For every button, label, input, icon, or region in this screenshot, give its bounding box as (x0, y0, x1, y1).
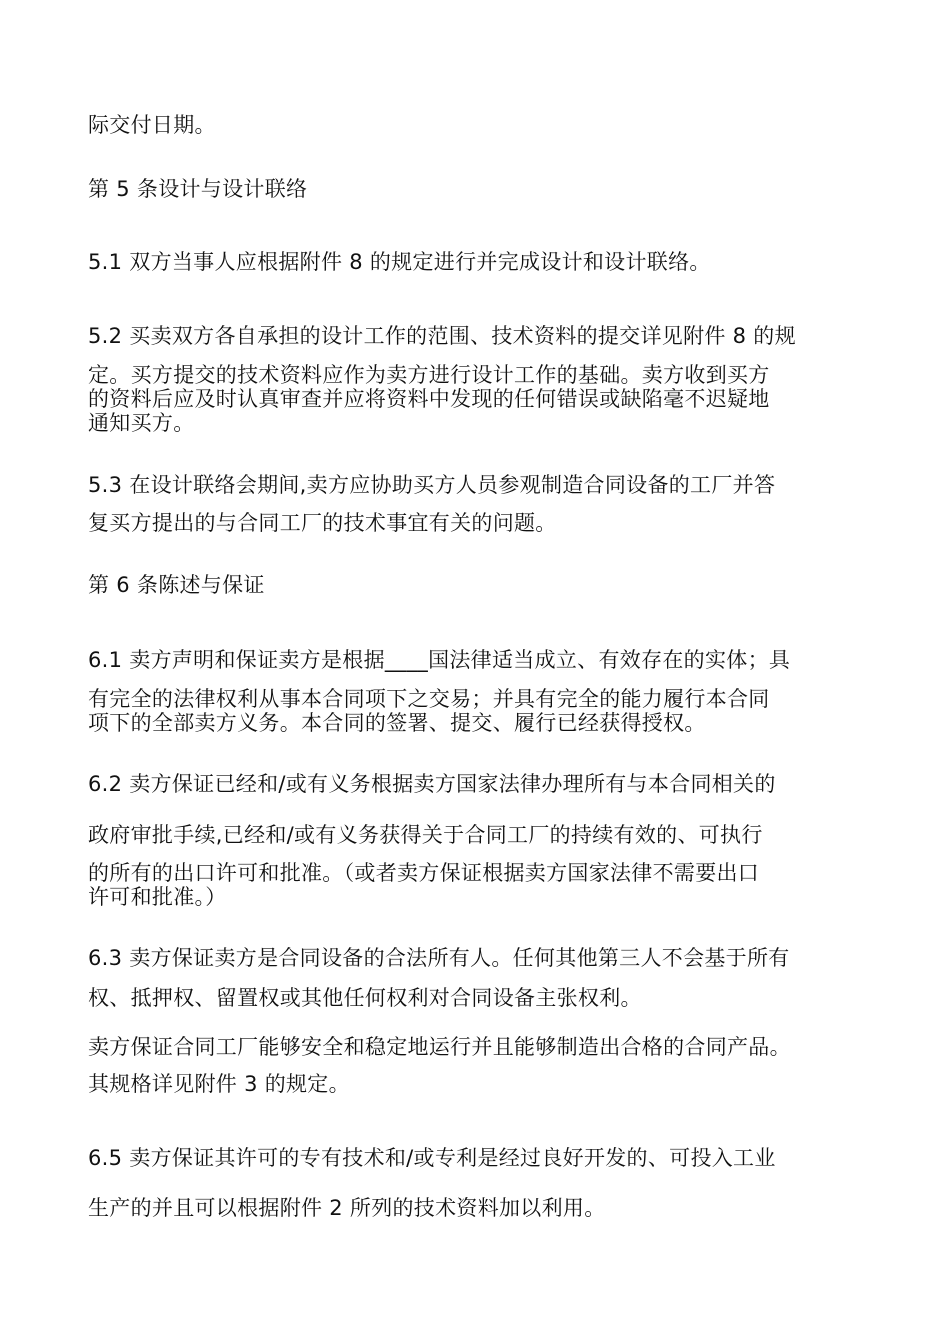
paragraph-line-2: 其规格详见附件 3 的规定。 (88, 1072, 350, 1096)
clause-5-2-line-2: 定。买方提交的技术资料应作为卖方进行设计工作的基础。卖方收到买方 (88, 363, 770, 387)
clause-6-2-line-1: 6.2 卖方保证已经和/或有义务根据卖方国家法律办理所有与本合同相关的 (88, 772, 776, 796)
section-heading: 第 5 条设计与设计联络 (88, 177, 308, 201)
clause-6-1-line-1: 6.1 卖方声明和保证卖方是根据____国法律适当成立、有效存在的实体；具 (88, 648, 791, 672)
clause-6-2-line-4: 许可和批准。） (88, 885, 227, 909)
clause-5-3-line-2: 复买方提出的与合同工厂的技术事宜有关的问题。 (88, 511, 557, 535)
clause-5-2-line-1: 5.2 买卖双方各自承担的设计工作的范围、技术资料的提交详见附件 8 的规 (88, 324, 796, 348)
clause-6-5-line-1: 6.5 卖方保证其许可的专有技术和/或专利是经过良好开发的、可投入工业 (88, 1146, 776, 1170)
clause-5-2-line-3: 的资料后应及时认真审查并应将资料中发现的任何错误或缺陷毫不迟疑地 (88, 387, 770, 411)
clause-6-3-line-2: 权、抵押权、留置权或其他任何权利对合同设备主张权利。 (88, 986, 642, 1010)
clause-6-3-line-1: 6.3 卖方保证卖方是合同设备的合法所有人。任何其他第三人不会基于所有 (88, 946, 790, 970)
clause-6-1-line-2: 有完全的法律权利从事本合同项下之交易；并具有完全的能力履行本合同 (88, 687, 770, 711)
clause-6-2-line-2: 政府审批手续,已经和/或有义务获得关于合同工厂的持续有效的、可执行 (88, 823, 763, 847)
clause-6-1-line-3: 项下的全部卖方义务。本合同的签署、提交、履行已经获得授权。 (88, 711, 706, 735)
section-heading: 第 6 条陈述与保证 (88, 573, 265, 597)
clause-6-2-line-3: 的所有的出口许可和批准。（或者卖方保证根据卖方国家法律不需要出口 (88, 861, 760, 885)
clause-6-5-line-2: 生产的并且可以根据附件 2 所列的技术资料加以利用。 (88, 1196, 606, 1220)
clause-5-3-line-1: 5.3 在设计联络会期间,卖方应协助买方人员参观制造合同设备的工厂并答 (88, 473, 776, 497)
text-line: 际交付日期。 (88, 113, 216, 137)
clause-5-2-line-4: 通知买方。 (88, 411, 195, 435)
paragraph-line-1: 卖方保证合同工厂能够安全和稳定地运行并且能够制造出合格的合同产品。 (88, 1035, 791, 1059)
clause-5-1: 5.1 双方当事人应根据附件 8 的规定进行并完成设计和设计联络。 (88, 250, 711, 274)
